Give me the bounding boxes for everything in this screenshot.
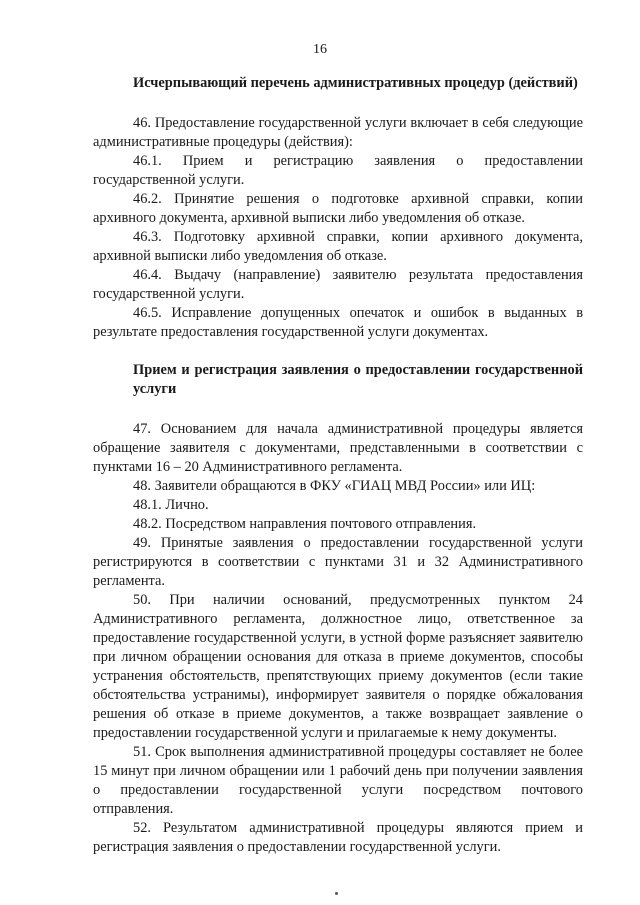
section-spacer	[93, 342, 583, 361]
paragraph-46: 46. Предоставление государственной услуги включает в себя следующие административные процедуры (действия):	[93, 115, 583, 150]
paragraph-52: 52. Результатом административной процедуры являются прием и регистрация заявления о предоставлении государственной услуги.	[93, 820, 583, 855]
paragraph-49: 49. Принятые заявления о предоставлении государственной услуги регистрируются в соответствии с пунктами 31 и 32 Административного регламента.	[93, 535, 583, 589]
section-heading-procedures-list: Исчерпывающий перечень административных процедур (действий)	[133, 75, 578, 91]
section-heading-reception: Прием и регистрация заявления о предоставлении государственной услуги	[133, 362, 583, 397]
paragraph-46-3: 46.3. Подготовку архивной справки, копии архивного документа, архивной выписки либо уведомления об отказе.	[93, 229, 583, 264]
paragraph-48-1: 48.1. Лично.	[133, 497, 209, 513]
paragraph-46-1: 46.1. Прием и регистрацию заявления о предоставлении государственной услуги.	[93, 153, 583, 188]
section-reception	[93, 420, 583, 857]
paragraph-47: 47. Основанием для начала административной процедуры является обращение заявителя с документами, представленными в соответствии с пунктами 16 – 20 Административного регламента.	[93, 421, 583, 475]
paragraph-50: 50. При наличии оснований, предусмотренных пунктом 24 Административного регламента, должностное лицо, ответственное за предоставление государственной услуги, в устной форме разъясняет заявителю при личном обращении основания для отказа в приеме документов, способы устранения обстоятельств, препятствующих приему документов (если такие обстоятельства устранимы), информирует заявителя о порядке обжалования решения об отказе в приеме документов, а также возвращает заявление о предоставлении государственной услуги и прилагаемые к нему документы.	[93, 592, 583, 741]
paragraph-48-2: 48.2. Посредством направления почтового отправления.	[133, 516, 477, 532]
paragraph-46-2: 46.2. Принятие решения о подготовке архивной справки, копии архивного документа, архивной выписки либо уведомления об отказе.	[93, 191, 583, 226]
paragraph-48: 48. Заявители обращаются в ФКУ «ГИАЦ МВД России» или ИЦ:	[133, 478, 536, 494]
paragraph-46-4: 46.4. Выдачу (направление) заявителю результата предоставления государственной услуги.	[93, 267, 583, 302]
section-procedures-list	[93, 114, 583, 342]
paragraph-51: 51. Срок выполнения административной процедуры составляет не более 15 минут при личном обращении или 1 рабочий день при получении заявления о предоставлении государственной услуги посредством почтового отправления.	[93, 744, 583, 817]
paragraph-46-5: 46.5. Исправление допущенных опечаток и ошибок в выданных в результате предоставления государственной услуги документах.	[93, 305, 583, 340]
page-number: 16	[313, 42, 327, 57]
document-body	[93, 74, 583, 857]
scan-mark	[335, 892, 338, 895]
